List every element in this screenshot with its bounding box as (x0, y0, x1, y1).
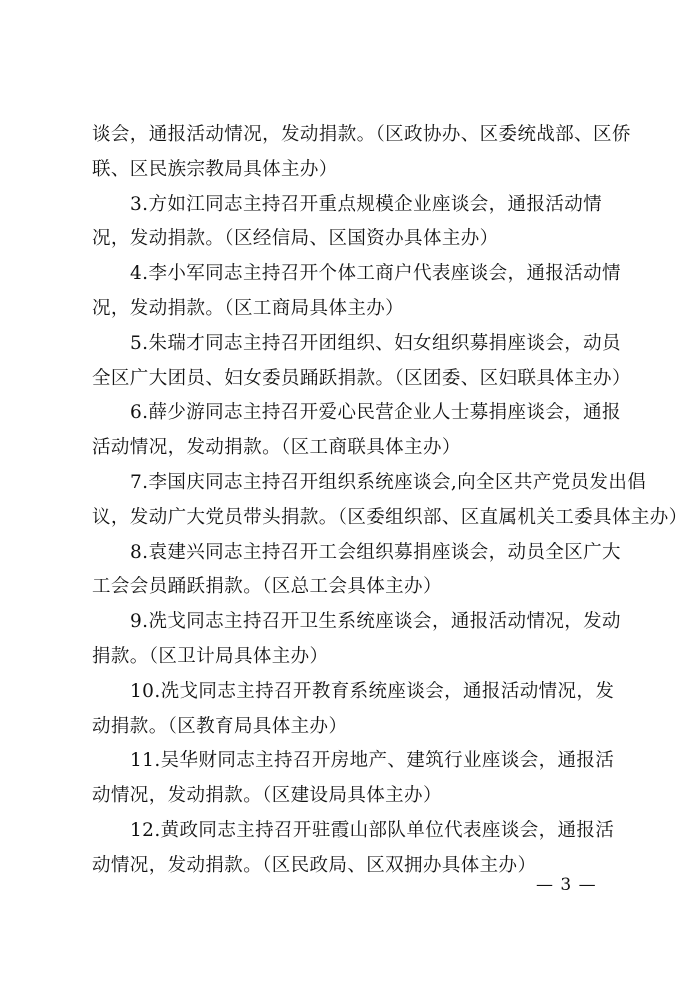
text-line: 议，发动广大党员带头捐款。（区委组织部、区直属机关工委具体主办） (92, 506, 688, 528)
text-line: 12.黄政同志主持召开驻霞山部队单位代表座谈会，通报活 (130, 819, 615, 841)
text-line: 10.冼戈同志主持召开教育系统座谈会，通报活动情况，发 (130, 680, 615, 702)
text-line: 况，发动捐款。（区工商局具体主办） (92, 297, 405, 319)
page-number: — 3 — (536, 875, 597, 895)
text-line: 动捐款。（区教育局具体主办） (92, 715, 348, 737)
text-line: 捐款。（区卫计局具体主办） (92, 645, 329, 667)
text-line: 6.薛少游同志主持召开爱心民营企业人士募捐座谈会，通报 (130, 402, 621, 424)
text-line: 8.袁建兴同志主持召开工会组织募捐座谈会，动员全区广大 (130, 541, 621, 563)
text-line: 工会会员踊跃捐款。（区总工会具体主办） (92, 576, 442, 598)
text-line: 况，发动捐款。（区经信局、区国资办具体主办） (92, 228, 499, 250)
text-line: 3.方如江同志主持召开重点规模企业座谈会，通报活动情 (130, 193, 603, 215)
text-line: 9.冼戈同志主持召开卫生系统座谈会，通报活动情况，发动 (130, 611, 621, 633)
text-line: 谈会，通报活动情况，发动捐款。（区政协办、区委统战部、区侨 (92, 124, 631, 145)
text-line: 全区广大团员、妇女委员踊跃捐款。（区团委、区妇联具体主办） (92, 367, 631, 389)
text-line: 7.李国庆同志主持召开组织系统座谈会,向全区共产党员发出倡 (130, 471, 647, 493)
text-line: 活动情况，发动捐款。（区工商联具体主办） (92, 437, 461, 459)
text-line: 动情况，发动捐款。（区民政局、区双拥办具体主办） (92, 854, 537, 876)
text-line: 5.朱瑞才同志主持召开团组织、妇女组织募捐座谈会，动员 (130, 332, 621, 354)
text-line: 11.吴华财同志主持召开房地产、建筑行业座谈会，通报活 (130, 750, 615, 772)
text-line: 联、区民族宗教局具体主办） (92, 158, 338, 180)
text-line: 4.李小军同志主持召开个体工商户代表座谈会，通报活动情 (130, 263, 621, 285)
document-body (92, 118, 688, 884)
text-line: 动情况，发动捐款。（区建设局具体主办） (92, 785, 442, 807)
